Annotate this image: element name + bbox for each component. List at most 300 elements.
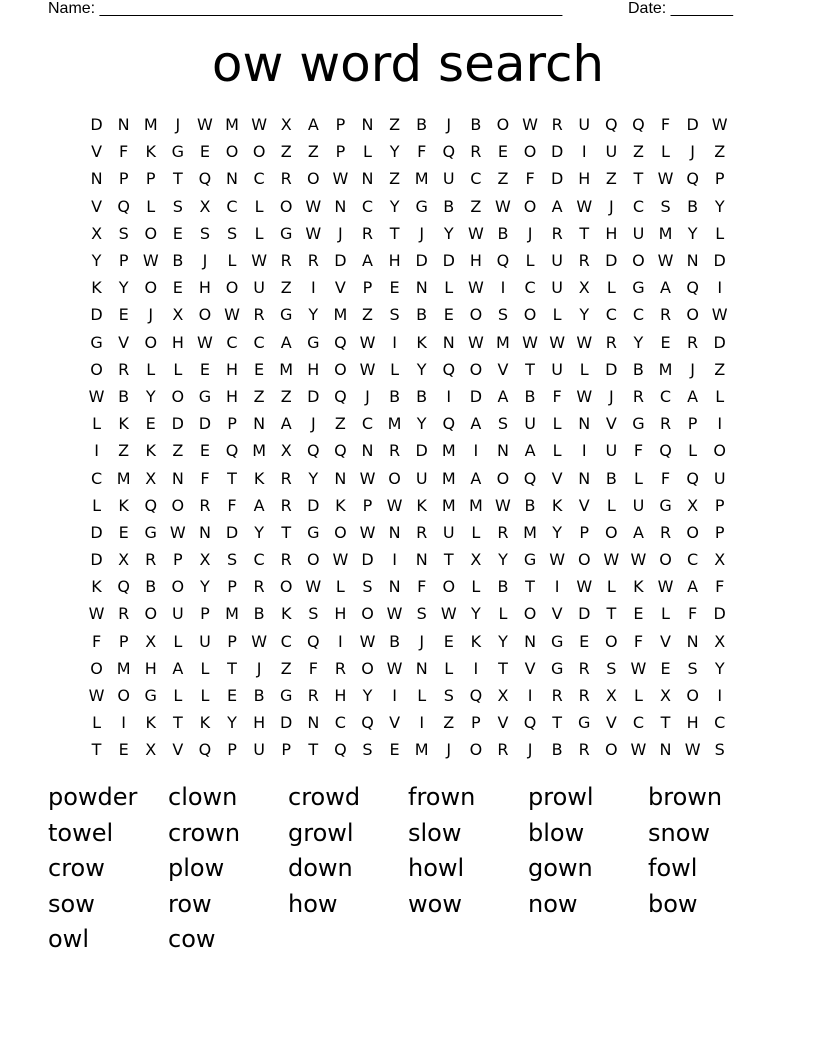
grid-cell[interactable]: E: [118, 305, 129, 325]
grid-cell[interactable]: W: [576, 196, 593, 216]
grid-cell[interactable]: N: [442, 332, 455, 352]
grid-cell[interactable]: W: [711, 305, 728, 325]
grid-cell[interactable]: O: [90, 359, 103, 379]
grid-cell[interactable]: I: [392, 686, 397, 706]
grid-cell[interactable]: W: [88, 386, 105, 406]
grid-cell[interactable]: D: [334, 251, 347, 271]
grid-cell[interactable]: Y: [714, 658, 725, 678]
grid-cell[interactable]: G: [171, 142, 185, 162]
grid-cell[interactable]: D: [90, 305, 103, 325]
grid-cell[interactable]: L: [715, 223, 725, 243]
grid-cell[interactable]: F: [715, 577, 725, 597]
grid-cell[interactable]: L: [92, 414, 101, 434]
grid-cell[interactable]: O: [334, 359, 347, 379]
grid-cell[interactable]: D: [307, 386, 320, 406]
grid-cell[interactable]: W: [224, 305, 240, 325]
grid-cell[interactable]: E: [118, 740, 129, 760]
grid-cell[interactable]: O: [144, 278, 158, 298]
grid-cell[interactable]: D: [469, 386, 483, 406]
grid-cell[interactable]: N: [361, 169, 374, 189]
grid-cell[interactable]: C: [253, 332, 265, 352]
grid-cell[interactable]: R: [659, 414, 672, 434]
grid-cell[interactable]: T: [606, 604, 617, 624]
grid-cell[interactable]: D: [550, 142, 564, 162]
grid-cell[interactable]: S: [687, 658, 698, 678]
grid-cell[interactable]: V: [605, 713, 617, 733]
grid-cell[interactable]: A: [687, 386, 699, 406]
grid-cell[interactable]: A: [280, 414, 292, 434]
grid-cell[interactable]: N: [578, 414, 591, 434]
grid-cell[interactable]: C: [90, 468, 103, 488]
grid-cell[interactable]: Q: [442, 142, 456, 162]
grid-cell[interactable]: M: [414, 740, 429, 760]
grid-cell[interactable]: B: [687, 196, 699, 216]
grid-cell[interactable]: I: [581, 441, 587, 461]
grid-cell[interactable]: W: [495, 196, 511, 216]
grid-cell[interactable]: D: [90, 115, 103, 135]
grid-cell[interactable]: Y: [498, 550, 508, 570]
grid-cell[interactable]: U: [551, 359, 563, 379]
grid-cell[interactable]: E: [389, 740, 400, 760]
grid-cell[interactable]: N: [198, 522, 211, 542]
grid-cell[interactable]: L: [146, 359, 156, 379]
grid-cell[interactable]: K: [253, 468, 265, 488]
grid-cell[interactable]: K: [416, 495, 427, 515]
grid-cell[interactable]: M: [279, 359, 294, 379]
grid-cell[interactable]: W: [576, 577, 593, 597]
grid-cell[interactable]: O: [198, 305, 212, 325]
grid-cell[interactable]: D: [90, 522, 103, 542]
grid-cell[interactable]: D: [605, 359, 618, 379]
grid-cell[interactable]: E: [443, 631, 454, 651]
grid-cell[interactable]: U: [632, 495, 645, 515]
grid-cell[interactable]: G: [659, 495, 672, 515]
grid-cell[interactable]: J: [690, 142, 695, 162]
grid-cell[interactable]: B: [118, 386, 130, 406]
grid-cell[interactable]: Y: [118, 278, 129, 298]
grid-cell[interactable]: E: [633, 604, 644, 624]
grid-cell[interactable]: R: [361, 223, 374, 243]
grid-cell[interactable]: G: [280, 223, 293, 243]
grid-cell[interactable]: J: [690, 359, 695, 379]
grid-cell[interactable]: G: [550, 631, 564, 651]
grid-cell[interactable]: S: [118, 223, 129, 243]
grid-cell[interactable]: W: [495, 495, 511, 515]
grid-cell[interactable]: A: [470, 414, 482, 434]
grid-cell[interactable]: O: [713, 441, 726, 461]
grid-cell[interactable]: R: [416, 522, 428, 542]
grid-cell[interactable]: R: [605, 332, 617, 352]
grid-cell[interactable]: H: [578, 169, 591, 189]
grid-cell[interactable]: O: [632, 251, 645, 271]
grid-cell[interactable]: X: [280, 441, 292, 461]
grid-cell[interactable]: W: [359, 359, 376, 379]
grid-cell[interactable]: R: [551, 223, 563, 243]
grid-cell[interactable]: O: [523, 604, 537, 624]
grid-cell[interactable]: S: [714, 740, 725, 760]
grid-cell[interactable]: N: [171, 468, 184, 488]
grid-cell[interactable]: I: [392, 332, 397, 352]
grid-cell[interactable]: U: [253, 278, 265, 298]
grid-cell[interactable]: K: [91, 278, 102, 298]
grid-cell[interactable]: R: [145, 550, 157, 570]
grid-cell[interactable]: K: [145, 441, 156, 461]
grid-cell[interactable]: V: [660, 631, 671, 651]
grid-cell[interactable]: J: [419, 223, 425, 243]
grid-cell[interactable]: W: [467, 332, 484, 352]
grid-cell[interactable]: O: [388, 468, 401, 488]
grid-cell[interactable]: B: [524, 386, 536, 406]
grid-cell[interactable]: R: [307, 251, 319, 271]
grid-cell[interactable]: Z: [714, 359, 726, 379]
grid-cell[interactable]: M: [414, 169, 429, 189]
grid-cell[interactable]: M: [225, 604, 239, 624]
grid-cell[interactable]: S: [443, 686, 454, 706]
grid-cell[interactable]: L: [525, 251, 535, 271]
grid-cell[interactable]: N: [686, 631, 699, 651]
grid-cell[interactable]: P: [118, 169, 129, 189]
grid-cell[interactable]: I: [392, 550, 397, 570]
grid-cell[interactable]: N: [334, 196, 347, 216]
grid-cell[interactable]: N: [415, 278, 428, 298]
grid-cell[interactable]: R: [470, 142, 482, 162]
grid-cell[interactable]: K: [199, 713, 211, 733]
grid-cell[interactable]: P: [227, 631, 237, 651]
grid-cell[interactable]: X: [578, 278, 590, 298]
grid-cell[interactable]: I: [473, 441, 479, 461]
grid-cell[interactable]: R: [280, 169, 292, 189]
grid-cell[interactable]: Q: [442, 414, 456, 434]
grid-cell[interactable]: D: [605, 251, 618, 271]
grid-cell[interactable]: J: [148, 305, 154, 325]
grid-cell[interactable]: S: [497, 414, 509, 434]
grid-cell[interactable]: L: [92, 713, 101, 733]
grid-cell[interactable]: L: [579, 359, 589, 379]
grid-cell[interactable]: X: [145, 740, 157, 760]
grid-cell[interactable]: D: [713, 251, 726, 271]
grid-cell[interactable]: W: [197, 332, 213, 352]
grid-cell[interactable]: C: [714, 713, 726, 733]
grid-cell[interactable]: W: [305, 196, 322, 216]
grid-cell[interactable]: D: [171, 414, 184, 434]
grid-cell[interactable]: Q: [632, 115, 645, 135]
grid-cell[interactable]: U: [199, 631, 211, 651]
grid-cell[interactable]: T: [281, 522, 292, 542]
grid-cell[interactable]: R: [659, 305, 672, 325]
grid-cell[interactable]: W: [522, 115, 538, 135]
grid-cell[interactable]: W: [169, 522, 186, 542]
grid-cell[interactable]: L: [390, 359, 400, 379]
grid-cell[interactable]: L: [715, 386, 725, 406]
grid-cell[interactable]: A: [172, 658, 184, 678]
grid-cell[interactable]: Q: [686, 169, 699, 189]
grid-cell[interactable]: L: [417, 686, 427, 706]
grid-cell[interactable]: Q: [334, 386, 347, 406]
grid-cell[interactable]: U: [524, 414, 536, 434]
grid-cell[interactable]: K: [335, 495, 346, 515]
grid-cell[interactable]: V: [578, 495, 590, 515]
grid-cell[interactable]: I: [473, 658, 479, 678]
grid-cell[interactable]: P: [118, 251, 129, 271]
grid-cell[interactable]: F: [633, 441, 644, 461]
grid-cell[interactable]: L: [633, 686, 643, 706]
grid-cell[interactable]: G: [307, 522, 320, 542]
grid-cell[interactable]: W: [657, 169, 674, 189]
grid-cell[interactable]: I: [527, 686, 533, 706]
grid-cell[interactable]: G: [280, 686, 293, 706]
grid-cell[interactable]: Q: [469, 686, 483, 706]
grid-cell[interactable]: G: [90, 332, 103, 352]
grid-cell[interactable]: K: [145, 142, 156, 162]
grid-cell[interactable]: K: [470, 631, 482, 651]
grid-cell[interactable]: N: [578, 468, 591, 488]
grid-cell[interactable]: F: [227, 495, 237, 515]
grid-cell[interactable]: X: [172, 305, 184, 325]
grid-cell[interactable]: T: [227, 468, 237, 488]
grid-cell[interactable]: M: [333, 305, 348, 325]
grid-cell[interactable]: Z: [389, 115, 401, 135]
grid-cell[interactable]: G: [632, 278, 645, 298]
grid-cell[interactable]: J: [419, 631, 425, 651]
grid-cell[interactable]: Z: [307, 142, 319, 162]
grid-cell[interactable]: I: [500, 278, 506, 298]
grid-cell[interactable]: O: [144, 223, 158, 243]
grid-cell[interactable]: Q: [117, 577, 130, 597]
grid-cell[interactable]: Q: [334, 332, 347, 352]
grid-cell[interactable]: J: [256, 658, 262, 678]
grid-cell[interactable]: U: [578, 115, 591, 135]
grid-cell[interactable]: T: [660, 713, 671, 733]
grid-cell[interactable]: F: [525, 169, 535, 189]
grid-cell[interactable]: F: [660, 115, 671, 135]
grid-cell[interactable]: D: [225, 522, 239, 542]
grid-cell[interactable]: B: [524, 495, 536, 515]
grid-cell[interactable]: G: [550, 658, 564, 678]
grid-cell[interactable]: M: [523, 522, 537, 542]
grid-cell[interactable]: I: [554, 577, 560, 597]
grid-cell[interactable]: G: [632, 414, 645, 434]
grid-cell[interactable]: I: [310, 278, 316, 298]
grid-cell[interactable]: J: [175, 115, 181, 135]
grid-cell[interactable]: L: [146, 196, 156, 216]
grid-cell[interactable]: T: [172, 169, 183, 189]
grid-cell[interactable]: Y: [308, 305, 319, 325]
grid-cell[interactable]: C: [361, 414, 374, 434]
grid-cell[interactable]: U: [415, 468, 428, 488]
grid-cell[interactable]: Y: [470, 604, 481, 624]
grid-cell[interactable]: Y: [308, 468, 319, 488]
grid-cell[interactable]: W: [197, 115, 213, 135]
grid-cell[interactable]: A: [632, 522, 644, 542]
grid-cell[interactable]: Q: [361, 713, 374, 733]
grid-cell[interactable]: M: [658, 359, 673, 379]
grid-cell[interactable]: R: [334, 658, 346, 678]
grid-cell[interactable]: W: [359, 332, 376, 352]
grid-cell[interactable]: P: [362, 278, 373, 298]
grid-cell[interactable]: Z: [605, 169, 617, 189]
grid-cell[interactable]: W: [251, 631, 268, 651]
grid-cell[interactable]: Y: [145, 386, 156, 406]
grid-cell[interactable]: D: [90, 550, 103, 570]
grid-cell[interactable]: A: [362, 251, 373, 271]
grid-cell[interactable]: M: [441, 468, 456, 488]
grid-cell[interactable]: W: [332, 550, 349, 570]
grid-cell[interactable]: G: [415, 196, 428, 216]
grid-cell[interactable]: P: [227, 414, 237, 434]
grid-cell[interactable]: J: [446, 115, 452, 135]
grid-cell[interactable]: B: [416, 305, 428, 325]
grid-cell[interactable]: N: [415, 658, 428, 678]
grid-cell[interactable]: O: [225, 142, 239, 162]
grid-cell[interactable]: S: [308, 604, 319, 624]
grid-cell[interactable]: Q: [523, 468, 537, 488]
grid-cell[interactable]: L: [363, 142, 372, 162]
grid-cell[interactable]: R: [307, 686, 319, 706]
grid-cell[interactable]: L: [335, 577, 345, 597]
grid-cell[interactable]: W: [522, 332, 538, 352]
grid-cell[interactable]: W: [386, 658, 403, 678]
grid-cell[interactable]: L: [552, 305, 562, 325]
grid-cell[interactable]: F: [688, 604, 698, 624]
grid-cell[interactable]: C: [605, 305, 617, 325]
grid-cell[interactable]: E: [199, 142, 210, 162]
grid-cell[interactable]: A: [660, 278, 671, 298]
grid-cell[interactable]: Q: [605, 115, 618, 135]
grid-cell[interactable]: P: [335, 115, 346, 135]
grid-cell[interactable]: J: [608, 196, 614, 216]
grid-cell[interactable]: D: [713, 332, 726, 352]
grid-cell[interactable]: P: [714, 495, 725, 515]
grid-cell[interactable]: W: [251, 115, 268, 135]
grid-cell[interactable]: W: [359, 522, 376, 542]
grid-cell[interactable]: E: [443, 305, 454, 325]
grid-cell[interactable]: C: [334, 713, 346, 733]
grid-cell[interactable]: T: [525, 359, 535, 379]
grid-cell[interactable]: S: [172, 196, 183, 216]
grid-cell[interactable]: M: [496, 332, 510, 352]
grid-cell[interactable]: Y: [552, 522, 563, 542]
grid-cell[interactable]: T: [227, 658, 237, 678]
grid-cell[interactable]: P: [714, 522, 725, 542]
grid-cell[interactable]: R: [551, 686, 563, 706]
grid-cell[interactable]: T: [552, 713, 563, 733]
grid-cell[interactable]: C: [280, 631, 292, 651]
grid-cell[interactable]: P: [335, 142, 346, 162]
grid-cell[interactable]: Q: [496, 251, 510, 271]
grid-cell[interactable]: R: [632, 386, 644, 406]
grid-cell[interactable]: Y: [687, 223, 698, 243]
grid-cell[interactable]: E: [118, 522, 129, 542]
grid-cell[interactable]: Q: [144, 495, 158, 515]
grid-cell[interactable]: U: [713, 468, 726, 488]
grid-cell[interactable]: W: [251, 251, 268, 271]
grid-cell[interactable]: P: [281, 740, 292, 760]
grid-cell[interactable]: W: [603, 550, 620, 570]
grid-cell[interactable]: V: [497, 713, 509, 733]
grid-cell[interactable]: J: [446, 740, 452, 760]
grid-cell[interactable]: B: [605, 468, 617, 488]
grid-cell[interactable]: E: [172, 278, 183, 298]
grid-cell[interactable]: E: [172, 223, 183, 243]
grid-cell[interactable]: X: [714, 550, 726, 570]
grid-cell[interactable]: F: [91, 631, 102, 651]
grid-cell[interactable]: F: [119, 142, 129, 162]
grid-cell[interactable]: Y: [227, 713, 237, 733]
grid-cell[interactable]: B: [497, 577, 509, 597]
grid-cell[interactable]: C: [470, 169, 482, 189]
grid-cell[interactable]: Y: [714, 196, 725, 216]
grid-cell[interactable]: C: [632, 713, 644, 733]
grid-cell[interactable]: O: [361, 604, 374, 624]
grid-cell[interactable]: L: [200, 686, 210, 706]
grid-cell[interactable]: Y: [443, 223, 454, 243]
grid-cell[interactable]: L: [444, 278, 454, 298]
grid-cell[interactable]: P: [714, 169, 725, 189]
grid-cell[interactable]: R: [497, 740, 509, 760]
grid-cell[interactable]: Z: [280, 278, 292, 298]
grid-cell[interactable]: S: [362, 577, 373, 597]
grid-cell[interactable]: R: [280, 251, 292, 271]
grid-cell[interactable]: O: [577, 550, 591, 570]
grid-cell[interactable]: M: [116, 658, 131, 678]
grid-cell[interactable]: X: [497, 686, 509, 706]
grid-cell[interactable]: W: [332, 169, 349, 189]
grid-cell[interactable]: R: [389, 441, 401, 461]
grid-cell[interactable]: S: [416, 604, 427, 624]
grid-cell[interactable]: T: [172, 713, 183, 733]
grid-cell[interactable]: T: [633, 169, 644, 189]
grid-cell[interactable]: G: [144, 522, 157, 542]
grid-cell[interactable]: D: [686, 115, 699, 135]
grid-cell[interactable]: N: [659, 740, 672, 760]
grid-cell[interactable]: M: [387, 414, 402, 434]
grid-cell[interactable]: Q: [307, 631, 320, 651]
grid-cell[interactable]: R: [253, 305, 265, 325]
grid-cell[interactable]: X: [605, 686, 617, 706]
grid-cell[interactable]: H: [144, 658, 157, 678]
grid-cell[interactable]: O: [144, 604, 158, 624]
grid-cell[interactable]: I: [94, 441, 99, 461]
grid-cell[interactable]: B: [443, 196, 455, 216]
grid-cell[interactable]: Z: [280, 142, 292, 162]
grid-cell[interactable]: H: [307, 359, 320, 379]
grid-cell[interactable]: O: [117, 686, 130, 706]
grid-cell[interactable]: I: [717, 278, 723, 298]
grid-cell[interactable]: H: [388, 251, 401, 271]
grid-cell[interactable]: N: [334, 468, 347, 488]
grid-cell[interactable]: L: [606, 278, 616, 298]
grid-cell[interactable]: Z: [172, 441, 184, 461]
grid-cell[interactable]: W: [305, 577, 322, 597]
grid-cell[interactable]: P: [145, 169, 156, 189]
grid-cell[interactable]: L: [173, 359, 183, 379]
grid-cell[interactable]: O: [144, 332, 158, 352]
grid-cell[interactable]: Y: [362, 686, 373, 706]
grid-cell[interactable]: B: [172, 251, 184, 271]
grid-cell[interactable]: I: [717, 686, 723, 706]
grid-cell[interactable]: O: [307, 550, 320, 570]
grid-cell[interactable]: W: [386, 604, 403, 624]
grid-cell[interactable]: U: [605, 441, 618, 461]
grid-cell[interactable]: L: [173, 686, 183, 706]
grid-cell[interactable]: O: [171, 386, 185, 406]
grid-cell[interactable]: N: [388, 522, 401, 542]
grid-cell[interactable]: I: [419, 713, 425, 733]
grid-cell[interactable]: J: [310, 414, 316, 434]
grid-cell[interactable]: H: [605, 223, 618, 243]
grid-cell[interactable]: L: [254, 223, 264, 243]
grid-cell[interactable]: Y: [200, 577, 210, 597]
